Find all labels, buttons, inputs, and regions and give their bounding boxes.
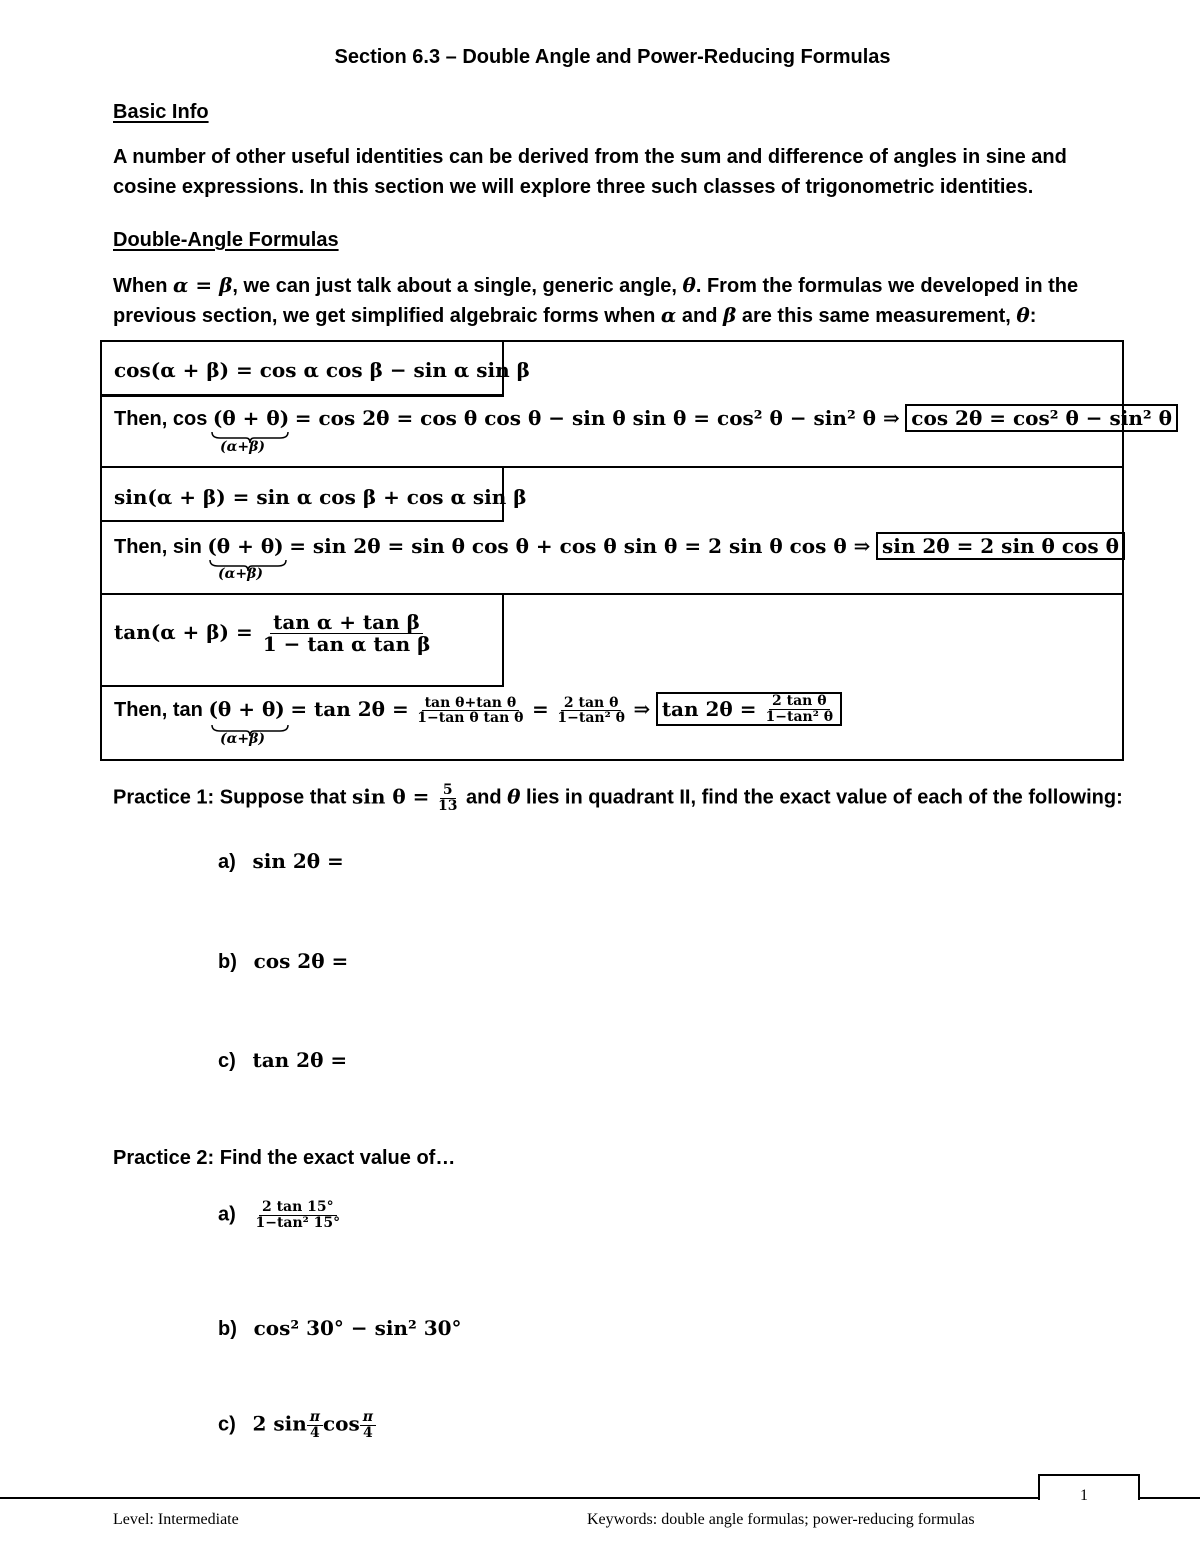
sin-theta: sin θ = (351, 784, 430, 809)
fraction-numerator: 2 tan θ (769, 694, 830, 710)
item-expression: cos (323, 1411, 360, 1436)
practice2-item-c (218, 1410, 376, 1440)
item-label: b) (218, 951, 237, 973)
tan-fraction-1 (414, 696, 526, 726)
pi-over-4-fraction (307, 1410, 323, 1440)
practice1-item-a (218, 849, 344, 874)
intro-segment: , we can just talk about a single, generic angle, (232, 275, 683, 297)
sin-double-angle-result: sin 2θ = 2 sin θ cos θ (876, 532, 1125, 560)
item-expression: tan 2θ = (252, 1048, 348, 1072)
sin-sum-formula: sin(α + β) = sin α cos β + cos α sin β (114, 485, 527, 509)
item-label: a) (218, 851, 236, 873)
practice1-item-c (218, 1048, 347, 1073)
intro-segment: . From the formulas we developed in the previous section, we get simplified algebraic forms when (113, 275, 1079, 327)
tan-double-angle-result (656, 692, 842, 726)
cos-derivation: = cos 2θ = cos θ cos θ − sin θ sin θ = cos² θ − sin² θ ⇒ (294, 406, 900, 430)
alpha-equals-beta: α = β (173, 273, 233, 297)
tan-derivation: = tan 2θ = (290, 697, 409, 722)
intro-segment: : (1029, 305, 1037, 327)
pi-over-4-fraction (360, 1410, 376, 1440)
sin-then-line (114, 534, 1125, 559)
underbrace-label: (α+β) (220, 439, 266, 455)
implies-arrow: ⇒ (633, 697, 651, 722)
theta-symbol: θ (682, 273, 696, 297)
theta-symbol: θ (1016, 303, 1030, 327)
fraction-denominator: 1−tan θ tan θ (417, 710, 524, 727)
tan-sum-formula (114, 612, 433, 655)
formula-table (100, 340, 1172, 761)
footer-divider (0, 1497, 1200, 1499)
practice1-item-b (218, 949, 348, 974)
equals-sign: = (532, 697, 549, 722)
fraction-denominator: 4 (310, 1424, 320, 1441)
theta-plus-theta: (θ + θ) (208, 697, 285, 722)
fraction-denominator: 1 − tan α tan β (262, 632, 431, 656)
practice1-suffix: lies in quadrant II, find the exact value of each of the following: (520, 786, 1123, 809)
tan-result-fraction (763, 694, 837, 724)
practice2-heading: Practice 2: Find the exact value of… (113, 1147, 456, 1169)
cos-double-angle-result: cos 2θ = cos² θ − sin² θ (905, 404, 1178, 432)
fraction-numerator: π (360, 1410, 376, 1426)
fraction-denominator: 1−tan² θ (765, 708, 834, 725)
underbrace-label: (α+β) (218, 566, 264, 582)
item-label: c) (218, 1413, 236, 1436)
cos-then-line (114, 406, 1178, 431)
item-label: b) (218, 1318, 237, 1340)
practice2-item-a (218, 1200, 343, 1230)
item-expression: sin 2θ = (252, 849, 344, 873)
item-label: c) (218, 1050, 236, 1072)
practice2-a-fraction (252, 1200, 343, 1230)
item-expression: 2 sin (252, 1411, 307, 1436)
underbrace-label: (α+β) (220, 731, 266, 747)
fraction-denominator: 1−tan² θ (557, 710, 625, 727)
practice1-and: and (460, 786, 508, 809)
footer-level: Level: Intermediate (113, 1511, 239, 1528)
theta-symbol: θ (507, 784, 521, 809)
then-prefix: Then, sin (114, 536, 208, 558)
double-angle-heading: Double-Angle Formulas (113, 229, 339, 251)
basic-info-text: A number of other useful identities can be derived from the sum and difference of angles in sine and cosine expressions. In this section we will explore three such classes of trigonometric identities. (113, 146, 1067, 198)
page-title: Section 6.3 – Double Angle and Power-Reducing Formulas (334, 46, 891, 68)
fraction-numerator: tan θ+tan θ (422, 696, 520, 712)
practice1-fraction (435, 783, 460, 813)
theta-plus-theta: (θ + θ) (212, 406, 290, 430)
box-bottom (102, 395, 504, 397)
tan-sum-left: tan(α + β) = (114, 620, 253, 644)
item-expression: cos² 30° − sin² 30° (253, 1316, 462, 1340)
practice1-prompt (113, 783, 1123, 813)
item-expression: cos 2θ = (253, 949, 349, 973)
tan-fraction-2 (554, 696, 628, 726)
fraction-numerator: 5 (440, 783, 456, 799)
intro-segment: are this same measurement, (736, 305, 1017, 327)
tan-result-left: tan 2θ = (661, 697, 757, 722)
page-number-tab (1038, 1474, 1140, 1500)
fraction-numerator: π (307, 1410, 323, 1426)
tan-then-line (114, 692, 842, 726)
fraction-denominator: 4 (363, 1424, 373, 1441)
cos-sum-formula: cos(α + β) = cos α cos β − sin α sin β (114, 358, 530, 382)
sin-derivation: = sin 2θ = sin θ cos θ + cos θ sin θ = 2 sin θ cos θ ⇒ (289, 534, 871, 558)
fraction-denominator: 1−tan² 15° (255, 1214, 341, 1231)
intro-segment: When (113, 275, 173, 297)
intro-segment: and (676, 305, 723, 327)
basic-info-heading: Basic Info (113, 101, 209, 123)
fraction-numerator: 2 tan θ (561, 696, 622, 712)
item-label: a) (218, 1203, 236, 1226)
then-prefix: Then, cos (114, 408, 213, 430)
page-number: 1 (1080, 1487, 1088, 1504)
practice2-item-b (218, 1316, 462, 1341)
alpha-symbol: α (660, 303, 677, 327)
beta-symbol: β (722, 303, 737, 327)
practice1-prefix: Practice 1: Suppose that (113, 786, 352, 809)
then-prefix: Then, tan (114, 699, 209, 722)
tan-sum-fraction (260, 612, 434, 655)
fraction-denominator: 13 (437, 797, 458, 814)
double-angle-intro (113, 271, 1113, 331)
fraction-numerator: 2 tan 15° (259, 1200, 337, 1216)
footer-keywords: Keywords: double angle formulas; power-reducing formulas (587, 1511, 975, 1528)
fraction-numerator: tan α + tan β (270, 612, 423, 634)
theta-plus-theta: (θ + θ) (207, 534, 284, 558)
